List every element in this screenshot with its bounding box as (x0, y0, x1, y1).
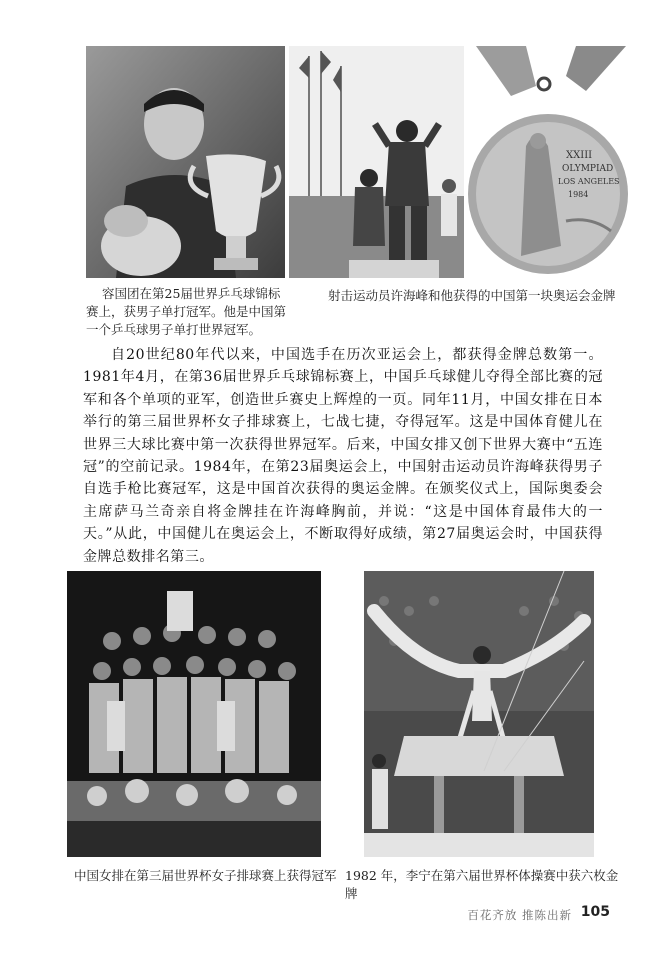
photo-shooting-podium (289, 46, 464, 278)
caption-shooting: 射击运动员许海峰和他获得的中国第一块奥运会金牌 (328, 288, 616, 303)
body-paragraph (83, 344, 603, 568)
caption-volleyball: 中国女排在第三届世界杯女子排球赛上获得冠军 (74, 868, 337, 883)
photo-table-tennis-champion (86, 46, 285, 278)
page-number: 105 (580, 904, 610, 920)
caption-table-tennis: 容国团在第25届世界乒乓球锦标赛上，获男子单打冠军。他是中国第一个乒乓球男子单打世界冠军。 (86, 286, 287, 337)
photo-olympic-gold-medal (466, 46, 629, 278)
medal-inscription-4: 1984 (568, 190, 589, 199)
photo-womens-volleyball-team (67, 571, 321, 857)
medal-inscription-2: OLYMPIAD (562, 164, 614, 174)
photo-gymnastics-pommel-horse (364, 571, 594, 857)
medal-inscription-3: LOS ANGELES (558, 177, 620, 186)
paragraph-text: 自20世纪80年代以来，中国选手在历次亚运会上，都获得金牌总数第一。1981年4月，在第36届世界乒乓球锦标赛上，中国乒乓球健儿夺得全部比赛的冠军和各个单项的亚军，创造世乒赛史上辉煌的一页。同年11月，中国女排在日本举行的第三届世界杯女子排球赛上，七战七捷，夺得冠军。这是中国体育健儿在世界三大球比赛中第一次获得世界冠军。后来，中国女排又创下世界大赛中“五连冠”的空前记录。1984年，在第23届奥运会上，中国射击运动员许海峰获得男子自选手枪比赛冠军，这是中国首次获得的奥运金牌。在颁奖仪式上，国际奥委会主席萨马兰奇亲自将金牌挂在许海峰胸前，并说：“这是中国体育最伟大的一天。”从此，中国健儿在奥运会上，不断取得好成绩，第27届奥运会时，中国获得金牌总数排名第三。 (83, 347, 603, 565)
caption-gymnastics: 1982 年，李宁在第六届世界杯体操赛中获六枚金牌 (345, 868, 619, 901)
medal-inscription-1: XXIII (566, 150, 593, 161)
footer-section-title: 百花齐放 推陈出新 (467, 908, 572, 922)
